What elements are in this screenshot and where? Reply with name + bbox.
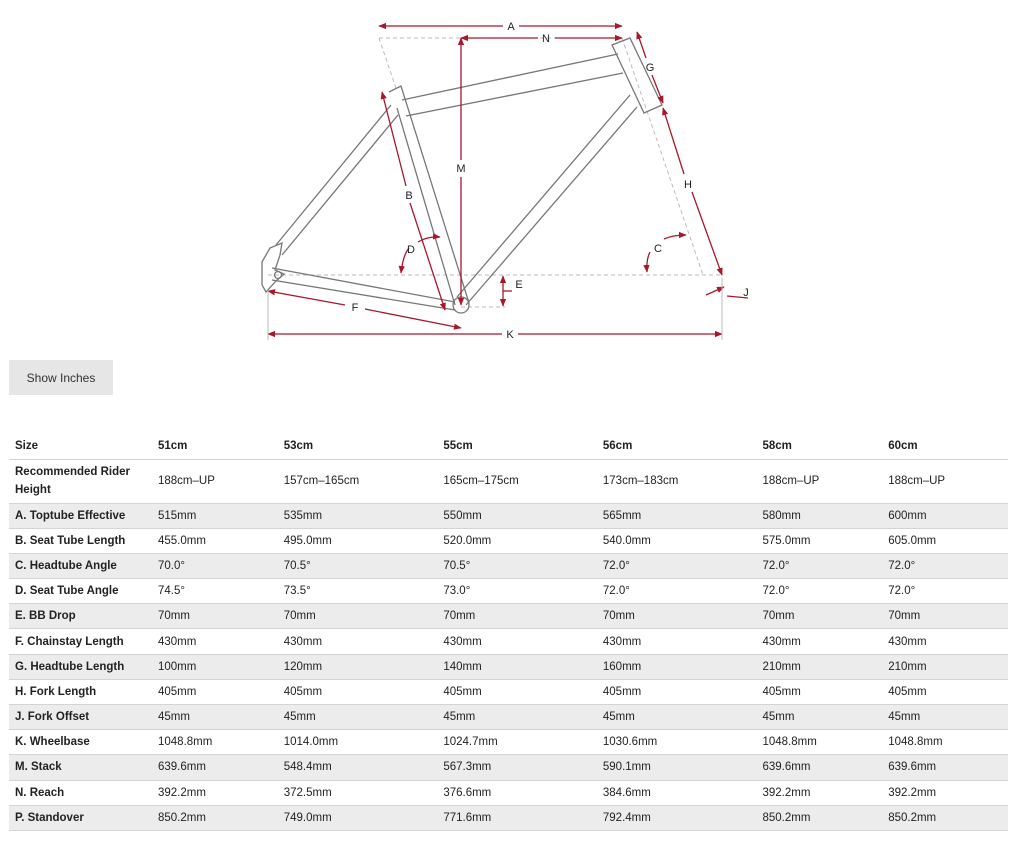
- column-header: 60cm: [882, 434, 1008, 459]
- table-cell: 70.5°: [437, 553, 597, 578]
- table-cell: 70mm: [278, 604, 438, 629]
- table-cell: 73.5°: [278, 579, 438, 604]
- table-cell: 1048.8mm: [756, 730, 882, 755]
- label-d: D: [407, 244, 415, 256]
- table-cell: 850.2mm: [756, 805, 882, 830]
- table-cell: 540.0mm: [597, 528, 757, 553]
- label-b: B: [405, 190, 413, 202]
- column-header: 51cm: [152, 434, 278, 459]
- label-c: C: [654, 243, 662, 255]
- table-cell: 70mm: [597, 604, 757, 629]
- column-header: 58cm: [756, 434, 882, 459]
- table-cell: 550mm: [437, 503, 597, 528]
- row-label: K. Wheelbase: [9, 730, 152, 755]
- table-row: [9, 730, 1008, 755]
- table-cell: 100mm: [152, 654, 278, 679]
- table-row: [9, 654, 1008, 679]
- table-row: [9, 459, 1008, 503]
- table-cell: 430mm: [597, 629, 757, 654]
- row-label: N. Reach: [9, 780, 152, 805]
- table-cell: 430mm: [437, 629, 597, 654]
- table-cell: 392.2mm: [152, 780, 278, 805]
- table-cell: 372.5mm: [278, 780, 438, 805]
- row-label: C. Headtube Angle: [9, 553, 152, 578]
- table-row: [9, 579, 1008, 604]
- table-cell: 140mm: [437, 654, 597, 679]
- table-cell: 535mm: [278, 503, 438, 528]
- table-cell: 1048.8mm: [152, 730, 278, 755]
- table-cell: 384.6mm: [597, 780, 757, 805]
- table-cell: 850.2mm: [152, 805, 278, 830]
- row-label: G. Headtube Length: [9, 654, 152, 679]
- row-label: H. Fork Length: [9, 679, 152, 704]
- label-h: H: [684, 179, 692, 191]
- table-cell: 430mm: [278, 629, 438, 654]
- row-label: E. BB Drop: [9, 604, 152, 629]
- column-header: 55cm: [437, 434, 597, 459]
- frame-geometry-diagram: [0, 0, 1019, 350]
- dimension-lines: [268, 26, 748, 334]
- table-cell: 157cm–165cm: [278, 459, 438, 503]
- column-header: Size: [9, 434, 152, 459]
- table-cell: 45mm: [152, 705, 278, 730]
- table-cell: 70.0°: [152, 553, 278, 578]
- table-cell: 1014.0mm: [278, 730, 438, 755]
- table-row: [9, 503, 1008, 528]
- table-cell: 70mm: [882, 604, 1008, 629]
- table-cell: 430mm: [882, 629, 1008, 654]
- table-cell: 70mm: [756, 604, 882, 629]
- table-cell: 210mm: [882, 654, 1008, 679]
- table-cell: 188cm–UP: [152, 459, 278, 503]
- row-label: J. Fork Offset: [9, 705, 152, 730]
- column-header: 53cm: [278, 434, 438, 459]
- table-cell: 70.5°: [278, 553, 438, 578]
- table-row: [9, 805, 1008, 830]
- table-cell: 45mm: [597, 705, 757, 730]
- table-cell: 575.0mm: [756, 528, 882, 553]
- table-cell: 74.5°: [152, 579, 278, 604]
- table-cell: 639.6mm: [882, 755, 1008, 780]
- table-cell: 1024.7mm: [437, 730, 597, 755]
- table-cell: 567.3mm: [437, 755, 597, 780]
- table-row: [9, 629, 1008, 654]
- table-cell: 392.2mm: [882, 780, 1008, 805]
- label-e: E: [515, 279, 523, 291]
- table-cell: 392.2mm: [756, 780, 882, 805]
- table-cell: 495.0mm: [278, 528, 438, 553]
- table-cell: 45mm: [278, 705, 438, 730]
- geometry-table: [9, 434, 1008, 831]
- label-a: A: [507, 21, 515, 33]
- table-cell: 850.2mm: [882, 805, 1008, 830]
- row-label: D. Seat Tube Angle: [9, 579, 152, 604]
- table-cell: 45mm: [882, 705, 1008, 730]
- table-cell: 515mm: [152, 503, 278, 528]
- row-label: B. Seat Tube Length: [9, 528, 152, 553]
- table-cell: 210mm: [756, 654, 882, 679]
- label-g: G: [645, 62, 655, 74]
- table-cell: 405mm: [437, 679, 597, 704]
- table-cell: 1048.8mm: [882, 730, 1008, 755]
- row-label: F. Chainstay Length: [9, 629, 152, 654]
- table-cell: 405mm: [152, 679, 278, 704]
- table-cell: 749.0mm: [278, 805, 438, 830]
- table-cell: 45mm: [756, 705, 882, 730]
- table-cell: 520.0mm: [437, 528, 597, 553]
- table-row: [9, 679, 1008, 704]
- table-cell: 792.4mm: [597, 805, 757, 830]
- label-j: J: [743, 287, 749, 299]
- table-cell: 72.0°: [597, 579, 757, 604]
- table-cell: 405mm: [756, 679, 882, 704]
- row-label: Recommended Rider Height: [9, 459, 152, 503]
- row-label: A. Toptube Effective: [9, 503, 152, 528]
- table-row: [9, 604, 1008, 629]
- table-cell: 70mm: [437, 604, 597, 629]
- table-row: [9, 553, 1008, 578]
- extension-lines: [268, 278, 722, 340]
- table-cell: 120mm: [278, 654, 438, 679]
- table-cell: 72.0°: [882, 553, 1008, 578]
- table-cell: 405mm: [882, 679, 1008, 704]
- bike-frame: [262, 38, 662, 313]
- row-label: P. Standover: [9, 805, 152, 830]
- table-cell: 405mm: [278, 679, 438, 704]
- table-cell: 580mm: [756, 503, 882, 528]
- table-row: [9, 528, 1008, 553]
- table-cell: 430mm: [756, 629, 882, 654]
- table-cell: 548.4mm: [278, 755, 438, 780]
- column-header: 56cm: [597, 434, 757, 459]
- label-k: K: [506, 329, 514, 341]
- label-n: N: [542, 33, 550, 45]
- table-cell: 160mm: [597, 654, 757, 679]
- table-cell: 565mm: [597, 503, 757, 528]
- table-cell: 590.1mm: [597, 755, 757, 780]
- table-cell: 605.0mm: [882, 528, 1008, 553]
- table-cell: 771.6mm: [437, 805, 597, 830]
- table-cell: 70mm: [152, 604, 278, 629]
- table-cell: 430mm: [152, 629, 278, 654]
- table-row: [9, 780, 1008, 805]
- table-cell: 376.6mm: [437, 780, 597, 805]
- show-inches-button[interactable]: Show Inches: [9, 360, 113, 395]
- table-cell: 165cm–175cm: [437, 459, 597, 503]
- table-cell: 639.6mm: [152, 755, 278, 780]
- table-cell: 72.0°: [882, 579, 1008, 604]
- table-cell: 600mm: [882, 503, 1008, 528]
- table-cell: 173cm–183cm: [597, 459, 757, 503]
- table-cell: 188cm–UP: [756, 459, 882, 503]
- table-row: [9, 705, 1008, 730]
- table-cell: 73.0°: [437, 579, 597, 604]
- table-cell: 72.0°: [597, 553, 757, 578]
- table-header-row: [9, 434, 1008, 459]
- table-cell: 1030.6mm: [597, 730, 757, 755]
- table-cell: 72.0°: [756, 553, 882, 578]
- table-cell: 45mm: [437, 705, 597, 730]
- label-f: F: [351, 302, 359, 314]
- table-cell: 455.0mm: [152, 528, 278, 553]
- table-cell: 639.6mm: [756, 755, 882, 780]
- label-m: M: [456, 163, 466, 175]
- table-cell: 72.0°: [756, 579, 882, 604]
- row-label: M. Stack: [9, 755, 152, 780]
- table-cell: 188cm–UP: [882, 459, 1008, 503]
- table-cell: 405mm: [597, 679, 757, 704]
- table-row: [9, 755, 1008, 780]
